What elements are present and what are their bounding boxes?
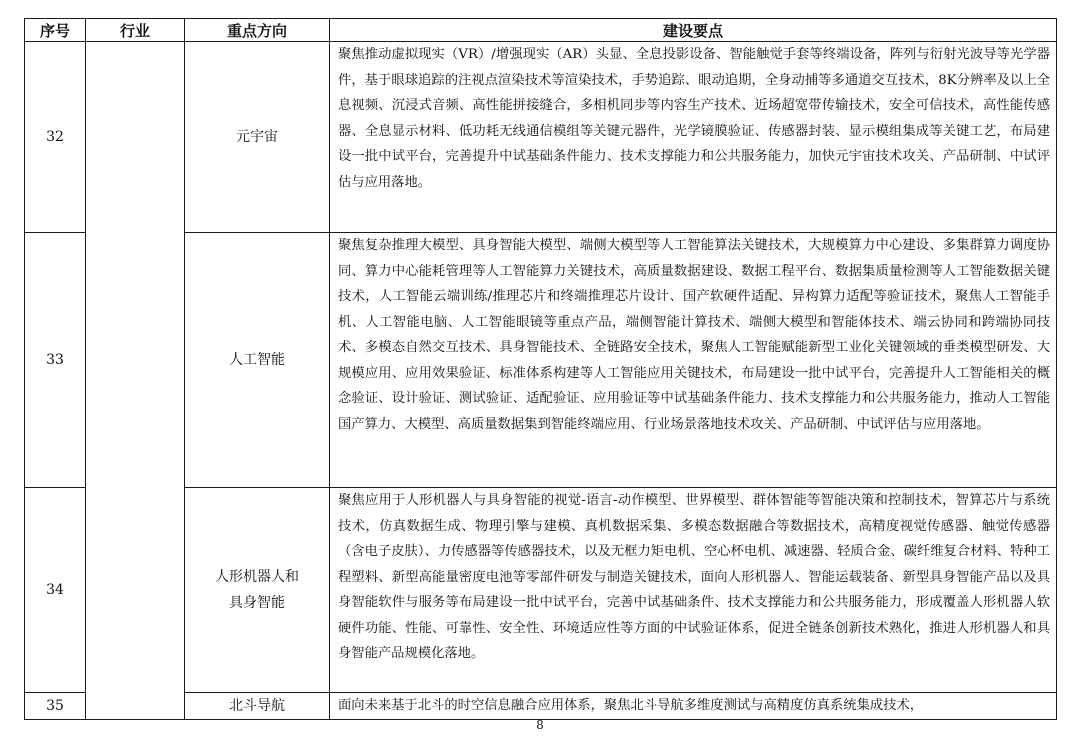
table-row	[25, 42, 1057, 233]
header-industry: 行业	[86, 19, 185, 42]
row-direction: 人工智能	[185, 233, 330, 488]
industry-cell	[86, 42, 185, 720]
header-number: 序号	[25, 19, 86, 42]
row-points: 聚焦复杂推理大模型、具身智能大模型、端侧大模型等人工智能算法关键技术，大规模算力中心建设、多集群算力调度协同、算力中心能耗管理等人工智能算力关键技术，高质量数据建设、数据工程平台、数据集质量检测等人工智能数据关键技术，人工智能云端训练/推理芯片和终端推理芯片设计、国产软硬件适配、异构算力适配等验证技术，聚焦人工智能手机、人工智能电脑、人工智能眼镜等重点产品，端侧智能计算技术、端侧大模型和智能体技术、端云协同和跨端协同技术、多模态自然交互技术、具身智能技术、全链路安全技术，聚焦人工智能赋能新型工业化关键领域的垂类模型研发、大规模应用、应用效果验证、标准体系构建等人工智能应用关键技术，布局建设一批中试平台，完善提升人工智能相关的概念验证、设计验证、测试验证、适配验证、应用验证等中试基础条件能力、技术支撑能力和公共服务能力，推动人工智能国产算力、大模型、高质量数据集到智能终端应用、行业场景落地技术攻关、产品研制、中试评估与应用落地。	[330, 233, 1057, 488]
header-direction: 重点方向	[185, 19, 330, 42]
row-number: 34	[25, 488, 86, 693]
row-number: 33	[25, 233, 86, 488]
row-direction: 北斗导航	[185, 693, 330, 720]
row-direction	[185, 488, 330, 693]
row-points: 面向未来基于北斗的时空信息融合应用体系，聚焦北斗导航多维度测试与高精度仿真系统集成技术，	[330, 693, 1057, 720]
row-direction-line: 人形机器人和	[215, 569, 299, 585]
row-direction: 元宇宙	[185, 42, 330, 233]
table-header-row	[25, 19, 1057, 42]
key-directions-table	[24, 18, 1057, 720]
row-direction-line: 具身智能	[229, 595, 285, 611]
row-points: 聚焦推动虚拟现实（VR）/增强现实（AR）头显、全息投影设备、智能触觉手套等终端设备，阵列与衍射光波导等光学器件，基于眼球追踪的注视点渲染技术等渲染技术，手势追踪、眼动追期，全身动捕等多通道交互技术，8K分辨率及以上全息视频、沉浸式音频、高性能拼接缝合，多相机同步等内容生产技术、近场超宽带传输技术，安全可信技术，高性能传感器、全息显示材料、低功耗无线通信模组等关键元器件，光学镜膜验证、传感器封装、显示模组集成等关键工艺，布局建设一批中试平台，完善提升中试基础条件能力、技术支撑能力和公共服务能力，加快元宇宙技术攻关、产品研制、中试评估与应用落地。	[330, 42, 1057, 233]
row-number: 35	[25, 693, 86, 720]
header-points: 建设要点	[330, 19, 1057, 42]
row-points: 聚焦应用于人形机器人与具身智能的视觉-语言-动作模型、世界模型、群体智能等智能决策和控制技术，智算芯片与系统技术，仿真数据生成、物理引擎与建模、真机数据采集、多模态数据融合等数据技术，高精度视觉传感器、触觉传感器（含电子皮肤）、力传感器等传感器技术，以及无框力矩电机、空心杯电机、减速器、轻质合金、碳纤维复合材料、特种工程塑料、新型高能量密度电池等零部件研发与制造关键技术，面向人形机器人、智能运载装备、新型具身智能产品以及具身智能软件与服务等布局建设一批中试平台，完善中试基础条件、技术支撑能力和公共服务能力，形成覆盖人形机器人软硬件功能、性能、可靠性、安全性、环境适应性等方面的中试验证体系，促进全链条创新技术熟化，推进人形机器人和具身智能产品规模化落地。	[330, 488, 1057, 693]
page-number: 8	[536, 718, 544, 732]
row-number: 32	[25, 42, 86, 233]
